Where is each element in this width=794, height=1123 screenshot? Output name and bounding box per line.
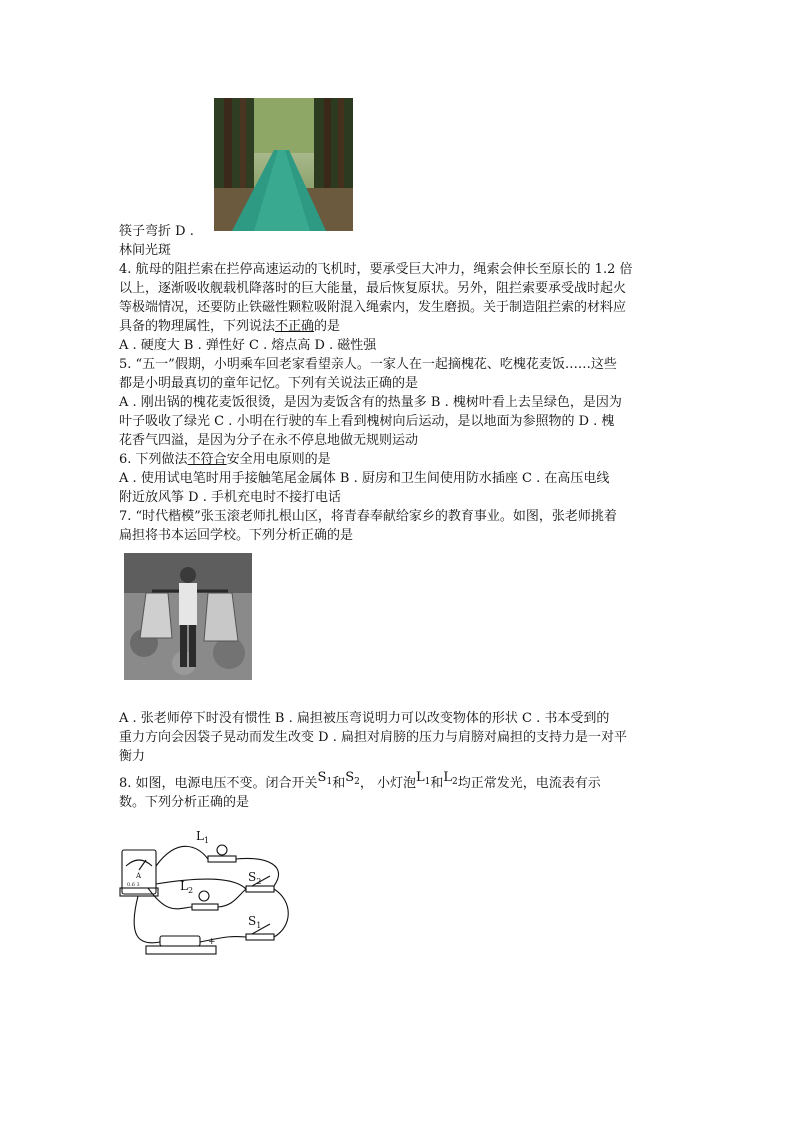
label-l2: $L_2$ <box>180 879 194 895</box>
q5-stem-line2: 都是小明最真切的童年记忆。下列有关说法正确的是 <box>119 376 419 391</box>
q4-stem-line3: 等极端情况，还要防止铁磁性颗粒吸附混入绳索内，发生磨损。关于制造阻拦索的材料应 <box>119 300 627 315</box>
lamp-l1-base <box>208 856 236 862</box>
switch-s1-base <box>246 934 274 940</box>
q6-options-line1: A . 使用试电笔时用手接触笔尾金属体 B . 厨房和卫生间使用防水插座 C . 在高压电线 <box>119 471 610 486</box>
q5-options-line1: A . 刚出锅的槐花麦饭很烫，是因为麦饭含有的热量多 B . 槐树叶看上去呈绿色，是因为 <box>119 395 622 410</box>
lamp-l1-bulb <box>217 845 227 855</box>
q5-options-line3: 花香气四溢，是因为分子在永不停息地做无规则运动 <box>119 433 419 448</box>
q4-options: A . 硬度大 B . 弹性好 C . 熔点高 D . 磁性强 <box>119 338 377 353</box>
label-l1: $L_1$ <box>196 829 210 845</box>
q3-option-c-tail: 筷子弯折 D . <box>119 224 194 239</box>
teacher-carrying-pole-photo <box>124 553 252 680</box>
label-s1: $S_1$ <box>248 914 262 930</box>
q6-options-line2: 附近放风筝 D . 手机充电时不接打电话 <box>119 490 341 505</box>
q8-stem-line1: 8. 如图，电源电压不变。闭合开关$S_1$和$S_2$， 小灯泡$L_1$和$L_2$均正常发光，电流表有示 <box>119 770 601 791</box>
forest-path-illustration <box>214 98 353 231</box>
battery-cell <box>160 936 200 946</box>
q4-underlined-text: 不正确 <box>275 319 315 334</box>
label-battery-plus: + <box>208 937 216 947</box>
switch-s2-base <box>246 886 274 892</box>
label-ammeter-a: A <box>136 872 142 880</box>
q5-options-line2: 叶子吸收了绿光 C . 小明在行驶的车上看到槐树向后运动，是以地面为参照物的 D . 槐 <box>119 414 615 429</box>
teacher-carrying-illustration <box>124 553 252 680</box>
switch-s1-symbol: $S_1$ <box>317 770 333 787</box>
lamp-l1-symbol: $L_1$ <box>415 770 431 787</box>
q5-stem-line1: 5. “五一”假期，小明乘车回老家看望亲人。一家人在一起摘槐花、吃槐花麦饭……这些 <box>119 357 617 372</box>
lamp-l2-bulb <box>199 891 209 901</box>
q6-stem: 6. 下列做法不符合安全用电原则的是 <box>119 452 331 467</box>
q4-stem-line4: 具备的物理属性，下列说法不正确的是 <box>119 319 341 334</box>
q4-stem-line2: 以上，逐渐吸收舰载机降落时的巨大能量，最后恢复原状。另外，阻拦索要承受战时起火 <box>119 281 627 296</box>
circuit-diagram <box>118 826 298 960</box>
label-s2: $S_2$ <box>248 870 262 886</box>
lamp-l2-symbol: $L_2$ <box>443 770 458 787</box>
q7-options-line2: 重力方向会因袋子晃动而发生改变 D . 扁担对肩膀的压力与肩膀对扁担的支持力是一对平 <box>119 730 627 745</box>
q7-stem-line1: 7. “时代楷模”张玉滚老师扎根山区，将青春奉献给家乡的教育事业。如图，张老师挑着 <box>119 509 617 524</box>
q7-options-line1: A . 张老师停下时没有惯性 B . 扁担被压弯说明力可以改变物体的形状 C . 书本受到的 <box>119 711 610 726</box>
q4-stem-line1: 4. 航母的阻拦索在拦停高速运动的飞机时，要承受巨大冲力，绳索会伸长至原长的 1.2 倍 <box>119 262 633 277</box>
label-ammeter-scale: 0.6 3 <box>127 882 140 888</box>
forest-path-photo <box>214 98 353 231</box>
battery-base <box>146 946 216 954</box>
switch-s2-symbol: $S_2$ <box>345 770 360 787</box>
q3-option-d-label: 林间光斑 <box>119 243 172 258</box>
q7-options-line3: 衡力 <box>119 749 146 764</box>
q8-stem-line2: 数。下列分析正确的是 <box>119 795 250 810</box>
lamp-l2-base <box>192 904 218 910</box>
q7-stem-line2: 扁担将书本运回学校。下列分析正确的是 <box>119 528 354 543</box>
q6-underlined-text: 不符合 <box>187 452 227 467</box>
